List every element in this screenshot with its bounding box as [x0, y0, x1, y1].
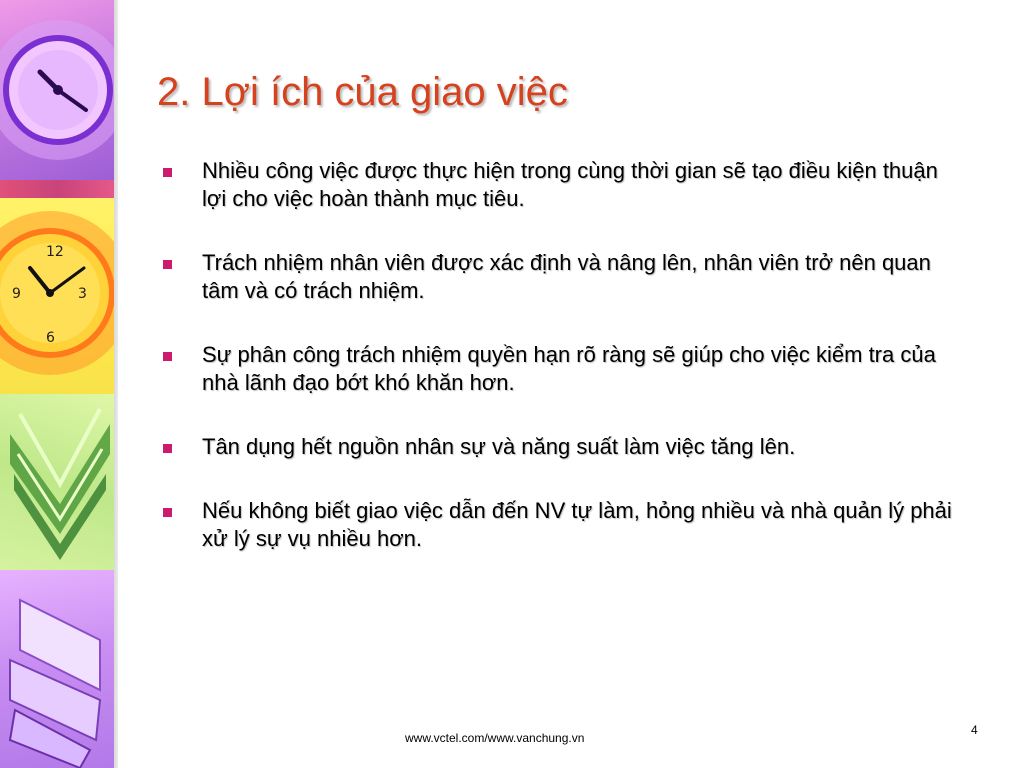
bullet-square-icon: [163, 508, 172, 517]
bullet-text: Nhiều công việc được thực hiện trong cùng thời gian sẽ tạo điều kiện thuận lợi cho việc hoàn thành mục tiêu.: [202, 158, 938, 211]
bullet-square-icon: [163, 352, 172, 361]
pink-divider-band: [0, 180, 118, 200]
list-item: [163, 497, 963, 553]
list-item: [163, 433, 963, 461]
page-number: 4: [971, 723, 978, 737]
list-item: [163, 249, 963, 305]
yellow-clock-image: [0, 198, 118, 394]
svg-text:9: 9: [12, 286, 21, 302]
bullet-text: Trách nhiệm nhân viên được xác định và nâng lên, nhân viên trở nên quan tâm và có trách nhiệm.: [202, 250, 931, 303]
bullet-square-icon: [163, 444, 172, 453]
decorative-image-strip: [0, 0, 118, 768]
green-books-image: [0, 394, 118, 570]
bullet-text: Tân dụng hết nguồn nhân sự và năng suất làm việc tăng lên.: [202, 434, 796, 459]
svg-text:12: 12: [46, 244, 64, 260]
bullet-text: Sự phân công trách nhiệm quyền hạn rõ ràng sẽ giúp cho việc kiểm tra của nhà lãnh đạo bớt khó khăn hơn.: [202, 342, 936, 395]
list-item: [163, 157, 963, 213]
bullet-square-icon: [163, 168, 172, 177]
bullet-square-icon: [163, 260, 172, 269]
svg-text:6: 6: [46, 330, 55, 346]
footer-url: www.vctel.com/www.vanchung.vn: [405, 731, 585, 745]
purple-clock-image: [0, 0, 118, 182]
purple-books-image: [0, 570, 118, 768]
svg-text:3: 3: [78, 286, 87, 302]
strip-edge-shadow: [114, 0, 118, 768]
list-item: [163, 341, 963, 397]
bullet-text: Nếu không biết giao việc dẫn đến NV tự làm, hỏng nhiều và nhà quản lý phải xử lý sự vụ nhiều hơn.: [202, 498, 952, 551]
bullet-list: [163, 157, 963, 589]
slide-title: 2. Lợi ích của giao việc: [157, 70, 568, 114]
